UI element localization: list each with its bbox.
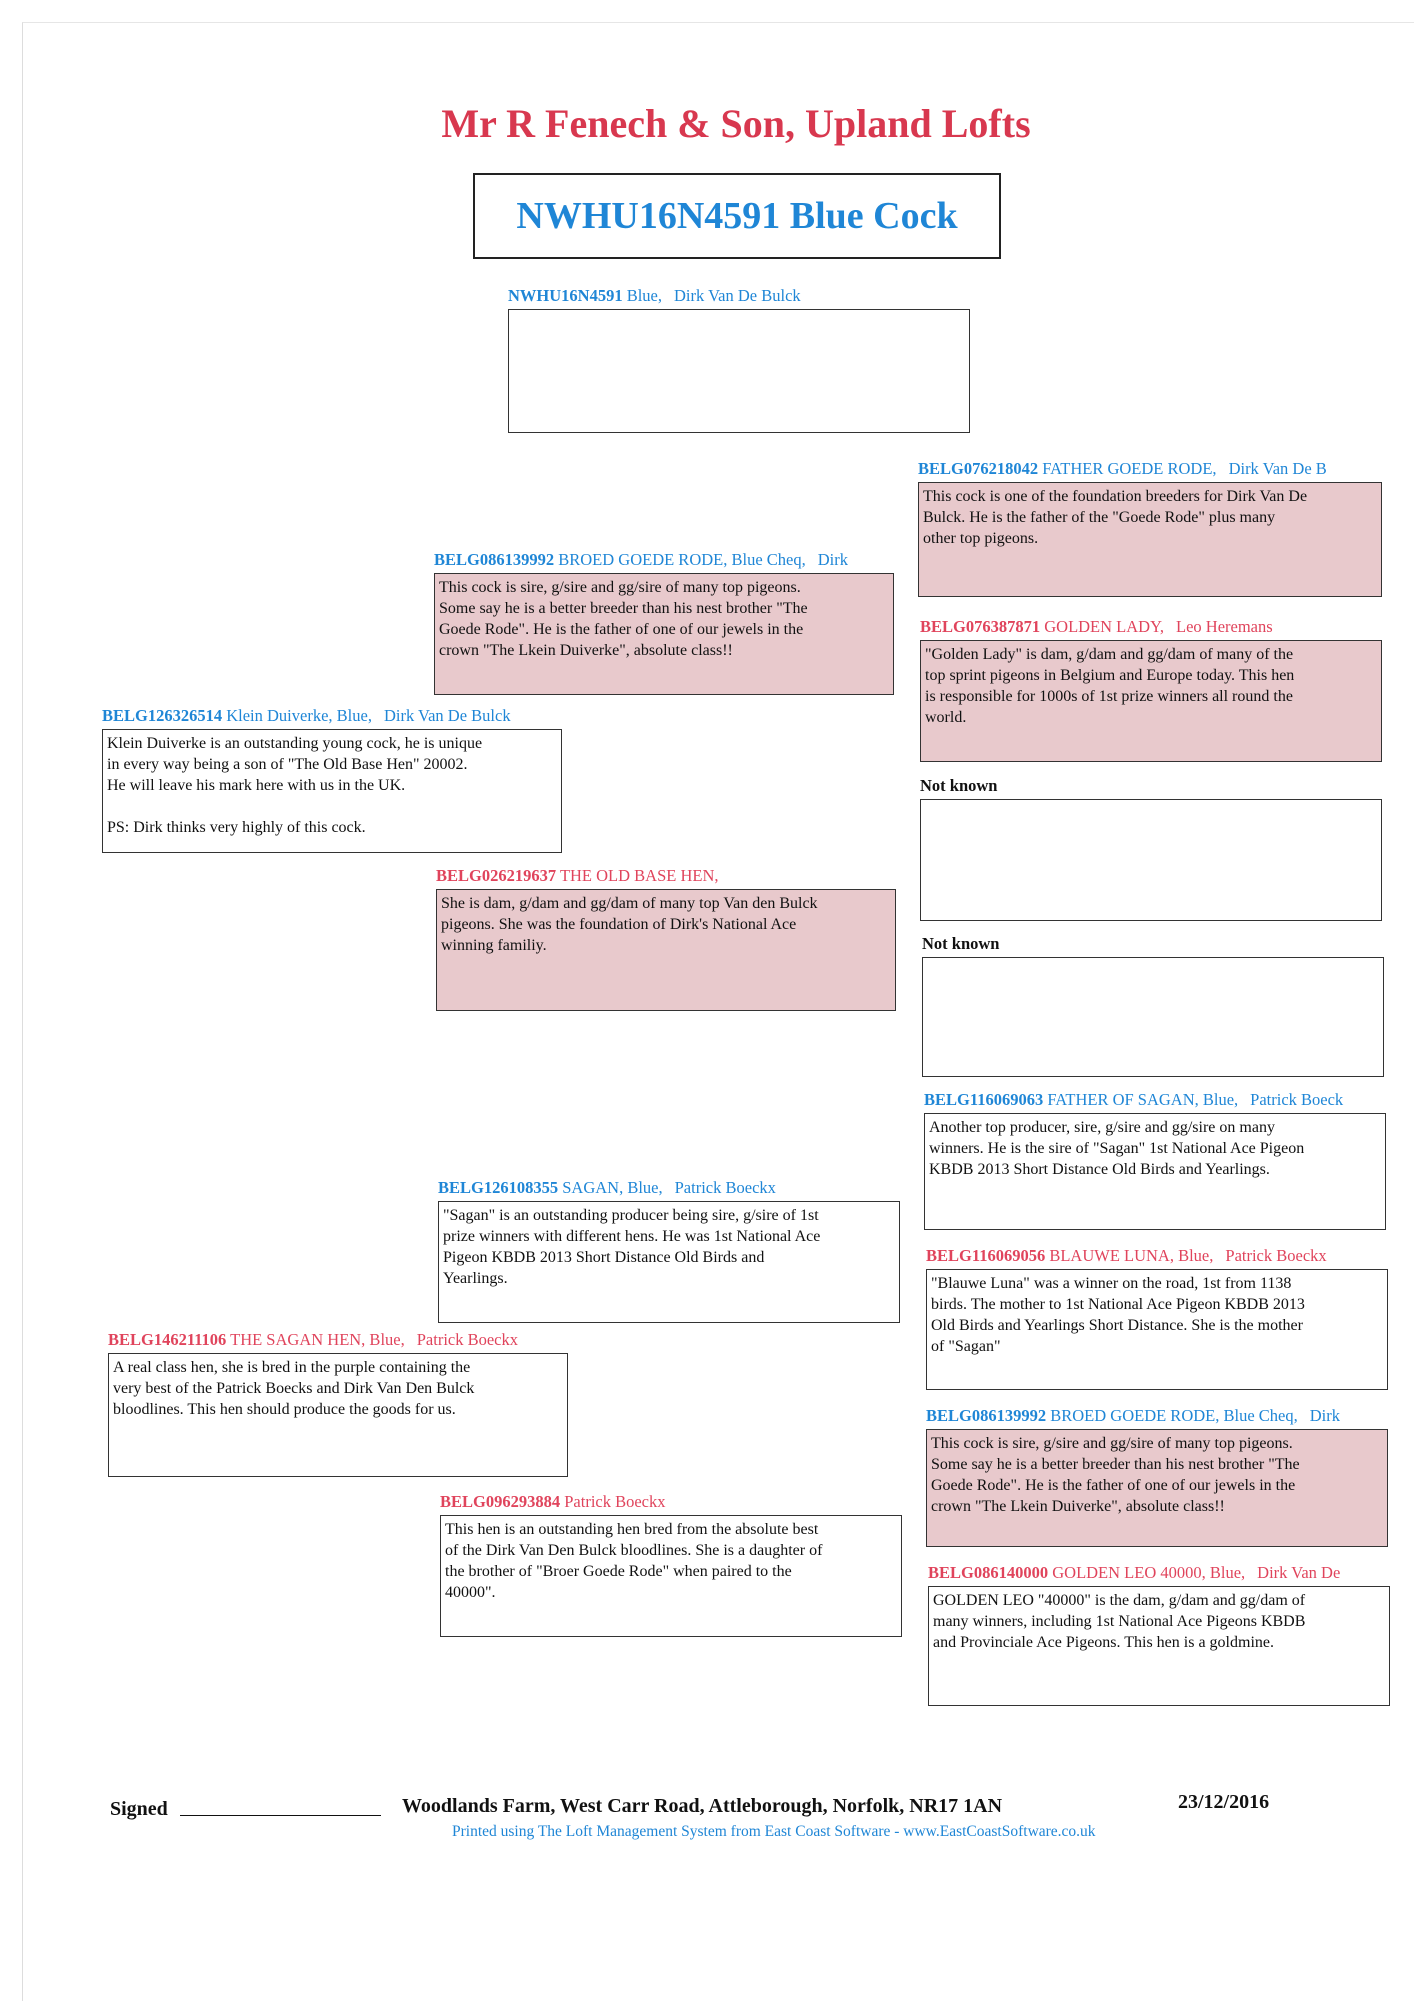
note-line: This cock is one of the foundation breeders for Dirk Van De [923, 488, 1308, 505]
pigeon-info: Patrick Boeckx [564, 1492, 666, 1511]
ring-number: BELG126326514 [102, 706, 223, 725]
note-line: Goede Rode". He is the father of one of our jewels in the [439, 621, 804, 638]
pedigree-dam [108, 1330, 568, 1477]
note-line: bloodlines. This hen should produce the goods for us. [113, 1401, 456, 1418]
note-line: crown "The Lkein Duiverke", absolute class!! [931, 1498, 1225, 1515]
breeder-name: Patrick Boeckx [674, 1178, 776, 1197]
note-line: KBDB 2013 Short Distance Old Birds and Yearlings. [929, 1161, 1270, 1178]
note-line: A real class hen, she is bred in the purple containing the [113, 1359, 471, 1376]
note-line: Some say he is a better breeder than his nest brother "The [931, 1456, 1300, 1473]
note-line: "Sagan" is an outstanding producer being sire, g/sire of 1st [443, 1207, 819, 1224]
notes-box [920, 799, 1382, 921]
note-line: This cock is sire, g/sire and gg/sire of many top pigeons. [439, 579, 801, 596]
pedigree-dam-dam [440, 1492, 902, 1637]
note-line: "Golden Lady" is dam, g/dam and gg/dam of many of the [925, 646, 1294, 663]
pedigree-sdd [922, 934, 1384, 1077]
pigeon-info: SAGAN, Blue, [562, 1178, 663, 1197]
signature-line [180, 1815, 381, 1816]
pedigree-dam-sire [438, 1178, 900, 1323]
note-line: Klein Duiverke is an outstanding young cock, he is unique [107, 735, 483, 752]
pedigree-subject [508, 286, 970, 433]
breeder-name: Dirk Van De Bulck [674, 286, 801, 305]
pigeon-info: GOLDEN LADY, [1044, 617, 1165, 636]
note-line: is responsible for 1000s of 1st prize winners all round the [925, 688, 1293, 705]
notes-box [436, 889, 896, 1011]
note-line: many winners, including 1st National Ace Pigeons KBDB [933, 1613, 1306, 1630]
note-line: the brother of "Broer Goede Rode" when paired to the [445, 1563, 792, 1580]
breeder-name: Dirk Van De [1257, 1563, 1341, 1582]
breeder-name: Patrick Boeck [1250, 1090, 1344, 1109]
ring-number: BELG086139992 [926, 1406, 1047, 1425]
pigeon-info: FATHER OF SAGAN, Blue, [1047, 1090, 1239, 1109]
pedigree-ssd [920, 617, 1382, 762]
entry-header [434, 550, 894, 570]
notes-box [508, 309, 970, 433]
note-line: Goede Rode". He is the father of one of our jewels in the [931, 1477, 1296, 1494]
pedigree-sire [102, 706, 562, 853]
ring-number: BELG126108355 [438, 1178, 559, 1197]
pedigree-dds [926, 1406, 1388, 1547]
notes-box [918, 482, 1382, 597]
breeder-name: Dirk Van De B [1228, 459, 1327, 478]
notes-box [102, 729, 562, 853]
note-line: and Provinciale Ace Pigeons. This hen is a goldmine. [933, 1634, 1274, 1651]
entry-header [440, 1492, 902, 1512]
note-line: world. [925, 709, 967, 726]
entry-header [928, 1563, 1390, 1583]
pedigree-dsd [926, 1246, 1388, 1390]
entry-header [924, 1090, 1386, 1110]
pigeon-info: THE OLD BASE HEN, [559, 866, 719, 885]
loft-address: Woodlands Farm, West Carr Road, Attleborough, Norfolk, NR17 1AN [402, 1795, 1003, 1817]
note-line: "Blauwe Luna" was a winner on the road, 1st from 1138 [931, 1275, 1292, 1292]
note-line: This cock is sire, g/sire and gg/sire of many top pigeons. [931, 1435, 1293, 1452]
breeder-name: Dirk [817, 550, 848, 569]
note-line: She is dam, g/dam and gg/dam of many top Van den Bulck [441, 895, 818, 912]
breeder-name: Dirk [1309, 1406, 1340, 1425]
breeder-name: Patrick Boeckx [1225, 1246, 1327, 1265]
ring-number: BELG086139992 [434, 550, 555, 569]
note-line: crown "The Lkein Duiverke", absolute class!! [439, 642, 733, 659]
notes-box [920, 640, 1382, 762]
notes-box [926, 1429, 1388, 1547]
pigeon-info: Klein Duiverke, Blue, [226, 706, 372, 725]
pedigree-sire-dam [436, 866, 896, 1011]
ring-number: BELG096293884 [440, 1492, 561, 1511]
printed-by-credit: Printed using The Loft Management System from East Coast Software - www.EastCoastSoftware.co.uk [452, 1823, 1096, 1840]
notes-box [440, 1515, 902, 1637]
entry-header [920, 617, 1382, 637]
notes-box [922, 957, 1384, 1077]
pedigree-sire-sire [434, 550, 894, 695]
note-line: prize winners with different hens. He was 1st National Ace [443, 1228, 821, 1245]
subject-ring-title: NWHU16N4591 Blue Cock [473, 173, 1001, 259]
entry-header [438, 1178, 900, 1198]
notes-box [928, 1586, 1390, 1706]
entry-header [108, 1330, 568, 1350]
note-line: winning familiy. [441, 937, 547, 954]
note-line: winners. He is the sire of "Sagan" 1st National Ace Pigeon [929, 1140, 1305, 1157]
page-title: Mr R Fenech & Son, Upland Lofts [441, 101, 1031, 146]
note-line: of "Sagan" [931, 1338, 1001, 1355]
pigeon-info: Blue, [626, 286, 663, 305]
notes-box [434, 573, 894, 695]
note-line: top sprint pigeons in Belgium and Europe today. This hen [925, 667, 1295, 684]
pigeon-info: BROED GOEDE RODE, Blue Cheq, [1050, 1406, 1298, 1425]
breeder-name: Leo Heremans [1176, 617, 1273, 636]
entry-header [918, 459, 1382, 479]
ring-number: BELG146211106 [108, 1330, 227, 1349]
print-date: 23/12/2016 [1178, 1791, 1270, 1813]
entry-header [926, 1246, 1388, 1266]
not-known-label: Not known [920, 776, 998, 795]
note-line [107, 796, 557, 817]
entry-header [508, 286, 970, 306]
pigeon-info: FATHER GOEDE RODE, [1042, 459, 1217, 478]
note-line: Some say he is a better breeder than his nest brother "The [439, 600, 808, 617]
notes-box [438, 1201, 900, 1323]
note-line: This hen is an outstanding hen bred from the absolute best [445, 1521, 819, 1538]
entry-header [436, 866, 896, 886]
note-line: pigeons. She was the foundation of Dirk's National Ace [441, 916, 797, 933]
note-line: Yearlings. [443, 1270, 508, 1287]
entry-header [926, 1406, 1388, 1426]
ring-number: BELG086140000 [928, 1563, 1049, 1582]
pigeon-info: BROED GOEDE RODE, Blue Cheq, [558, 550, 806, 569]
signed-label: Signed [110, 1798, 168, 1820]
pedigree-dss [924, 1090, 1386, 1230]
note-line: GOLDEN LEO "40000" is the dam, g/dam and gg/dam of [933, 1592, 1306, 1609]
breeder-name: Dirk Van De Bulck [383, 706, 511, 725]
note-line: He will leave his mark here with us in the UK. [107, 777, 406, 794]
note-line: of the Dirk Van Den Bulck bloodlines. She is a daughter of [445, 1542, 823, 1559]
not-known-label: Not known [922, 934, 1000, 953]
ring-number: BELG026219637 [436, 866, 557, 885]
ring-number: BELG116069056 [926, 1246, 1046, 1265]
note-line: other top pigeons. [923, 530, 1039, 547]
breeder-name: Patrick Boeckx [416, 1330, 518, 1349]
pigeon-info: BLAUWE LUNA, Blue, [1049, 1246, 1214, 1265]
note-line: 40000". [445, 1584, 496, 1601]
note-line: Old Birds and Yearlings Short Distance. She is the mother [931, 1317, 1303, 1334]
ring-number: NWHU16N4591 [508, 286, 623, 305]
note-line: PS: Dirk thinks very highly of this cock. [107, 819, 366, 836]
notes-box [924, 1113, 1386, 1230]
pedigree-ddd [928, 1563, 1390, 1706]
ring-number: BELG076387871 [920, 617, 1041, 636]
notes-box [108, 1353, 568, 1477]
note-line: Bulck. He is the father of the "Goede Rode" plus many [923, 509, 1276, 526]
pigeon-info: THE SAGAN HEN, Blue, [230, 1330, 405, 1349]
entry-header [102, 706, 562, 726]
ring-number: BELG076218042 [918, 459, 1039, 478]
note-line: Another top producer, sire, g/sire and gg/sire on many [929, 1119, 1275, 1136]
note-line: very best of the Patrick Boecks and Dirk Van Den Bulck [113, 1380, 475, 1397]
notes-box [926, 1269, 1388, 1390]
note-line: in every way being a son of "The Old Base Hen" 20002. [107, 756, 468, 773]
pigeon-info: GOLDEN LEO 40000, Blue, [1052, 1563, 1246, 1582]
pedigree-sds [920, 776, 1382, 921]
ring-number: BELG116069063 [924, 1090, 1044, 1109]
note-line: birds. The mother to 1st National Ace Pigeon KBDB 2013 [931, 1296, 1305, 1313]
pedigree-sss [918, 459, 1382, 597]
note-line: Pigeon KBDB 2013 Short Distance Old Birds and [443, 1249, 765, 1266]
